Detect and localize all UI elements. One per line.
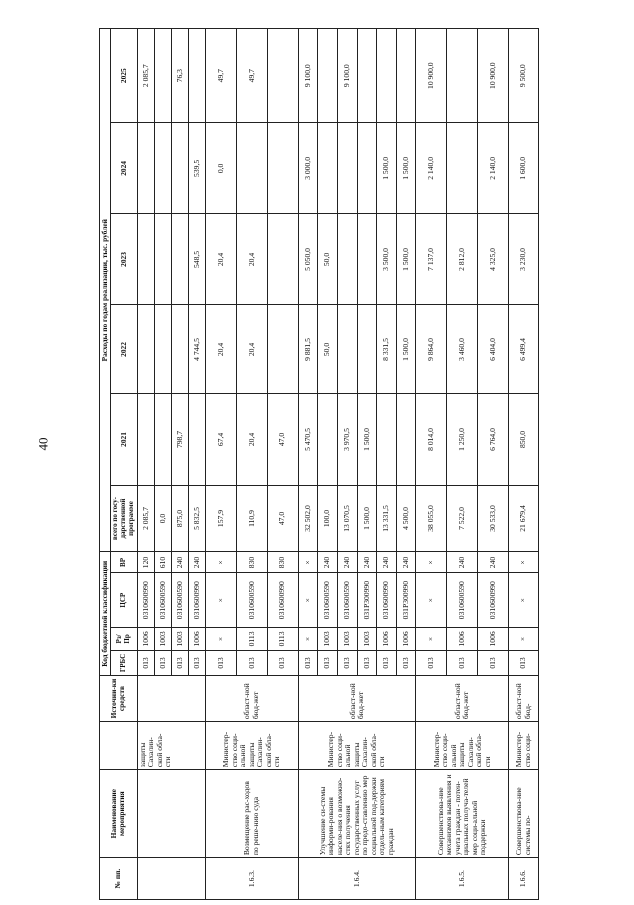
cell-executor: Министер-ство соци-альной защиты Сахалин-ской обла-сти [416,722,509,770]
cell-2024: 0,0 [205,123,236,214]
cell-total: 5 832,5 [188,485,205,552]
header-source: Источни-ки средств [100,676,138,722]
cell-vr: 830 [236,552,267,573]
cell-rzpr: × [205,627,236,650]
cell-rzpr: 1006 [478,627,509,650]
cell-2023: 20,4 [205,214,236,305]
cell-vr: 240 [337,552,357,573]
cell-2021: 1 500,0 [357,394,377,485]
header-grbs: ГРБС [111,650,137,675]
header-2023: 2023 [111,214,137,305]
cell-total: 30 533,0 [478,485,509,552]
cell-grbs: 013 [154,650,171,675]
cell-name: Улучшение си-стемы информи-рования населе-ния о возможно-стях получения государственных услуг по предо-ставлению мер социальной под-держки отдель-ным категориям граждан [298,770,416,858]
cell-2024 [357,123,377,214]
cell-2022: 9 881,5 [298,305,318,394]
cell-grbs: 013 [318,650,338,675]
cell-csr: × [298,573,318,627]
cell-2024 [447,123,478,214]
cell-rzpr: 1003 [337,627,357,650]
cell-grbs: 013 [267,650,298,675]
page-number: 40 [35,437,51,451]
cell-2023: 3 230,0 [509,214,539,305]
cell-csr: 0310600990 [188,573,205,627]
cell-vr: × [205,552,236,573]
cell-name: Совершенствова-ние системы по- [509,770,539,858]
cell-2024: 1 600,0 [509,123,539,214]
cell-2023: 2 812,0 [447,214,478,305]
cell-num: 1.6.3. [205,858,298,900]
cell-2021 [377,394,397,485]
cell-vr: × [509,552,539,573]
cell-total: 32 502,0 [298,485,318,552]
cell-total: 7 522,0 [447,485,478,552]
cell-executor: Министер-ство соци- [509,722,539,770]
expenses-table [99,28,539,900]
header-2025: 2025 [111,29,137,123]
cell-rzpr: × [509,627,539,650]
cell-grbs: 013 [416,650,447,675]
cell-2025: 10 900,0 [478,29,509,123]
cell-2024: 539,5 [188,123,205,214]
cell-2025: 9 100,0 [337,29,357,123]
header-csr: ЦСР [111,573,137,627]
cell-2022: 50,0 [318,305,338,394]
cell-2025 [154,29,171,123]
cell-csr: × [509,573,539,627]
cell-2021 [154,394,171,485]
cell-2023: 1 500,0 [396,214,416,305]
cell-grbs: 013 [188,650,205,675]
cell-rzpr: 1006 [137,627,154,650]
cell-2022: 3 460,0 [447,305,478,394]
cell-grbs: 013 [509,650,539,675]
cell-2025: 10 900,0 [416,29,447,123]
table-row [298,29,318,900]
cell-grbs: 013 [447,650,478,675]
cell-total: 47,0 [267,485,298,552]
cell-name: Возмещение рас-ходов по реше-нию суда [205,770,298,858]
cell-2022 [267,305,298,394]
cell-rzpr: 0113 [236,627,267,650]
cell-2022 [171,305,188,394]
cell-total: 21 679,4 [509,485,539,552]
cell-2022: 4 744,5 [188,305,205,394]
cell-2023 [171,214,188,305]
cell-grbs: 013 [377,650,397,675]
cell-source: област-ной бюд-жет [205,676,298,722]
cell-csr: 0310600590 [337,573,357,627]
cell-rzpr: 0113 [267,627,298,650]
cell-rzpr: 1006 [447,627,478,650]
cell-csr: 0310600590 [318,573,338,627]
cell-num: 1.6.5. [416,858,509,900]
cell-2022: 20,4 [236,305,267,394]
cell-2022: 20,4 [205,305,236,394]
header-total: всего по госу-дарственной программе [111,485,137,552]
cell-2023: 50,0 [318,214,338,305]
cell-source: област-ной бюд- [509,676,539,722]
cell-grbs: 013 [137,650,154,675]
cell-2021: 1 250,0 [447,394,478,485]
cell-rzpr: × [416,627,447,650]
cell-2023 [267,214,298,305]
cell-2023: 7 137,0 [416,214,447,305]
cell-grbs: 013 [396,650,416,675]
cell-source [137,676,205,722]
header-expenses: Расходы по годам реализации, тыс. рублей [100,29,111,553]
cell-vr: 240 [357,552,377,573]
cell-grbs: 013 [205,650,236,675]
cell-total: 157,9 [205,485,236,552]
cell-2024: 3 000,0 [298,123,318,214]
cell-2023: 3 500,0 [377,214,397,305]
cell-2022: 6 499,4 [509,305,539,394]
cell-2021 [188,394,205,485]
cell-2021: 20,4 [236,394,267,485]
cell-rzpr: 1003 [154,627,171,650]
cell-source: област-ной бюд-жет [298,676,416,722]
header-name: Наименование мероприятия [100,770,138,858]
cell-2025 [188,29,205,123]
cell-total: 1 500,0 [357,485,377,552]
cell-grbs: 013 [298,650,318,675]
cell-2025 [377,29,397,123]
cell-rzpr: 1003 [357,627,377,650]
cell-2025 [318,29,338,123]
cell-2021 [396,394,416,485]
cell-name: Совершенствова-ние механизмов выявления и учета граждан - потен-циальных получа-телей мер соци-альной поддержки [416,770,509,858]
cell-2024 [137,123,154,214]
cell-num: 1.6.6. [509,858,539,900]
cell-2021: 8 014,0 [416,394,447,485]
cell-2024: 2 140,0 [478,123,509,214]
cell-total: 13 331,5 [377,485,397,552]
table-row [137,29,154,900]
cell-rzpr: 1003 [318,627,338,650]
cell-2024 [267,123,298,214]
cell-2025: 49,7 [236,29,267,123]
cell-executor: Министер-ство соци-альной защиты Сахалин-ской обла-сти [298,722,416,770]
cell-vr: 240 [377,552,397,573]
cell-2025: 2 085,7 [137,29,154,123]
cell-csr: 0310600990 [377,573,397,627]
cell-rzpr: 1003 [171,627,188,650]
cell-rzpr: 1006 [377,627,397,650]
cell-grbs: 013 [478,650,509,675]
header-rzpr: Рз/ Пр [111,627,137,650]
cell-vr: 240 [396,552,416,573]
cell-csr: 031P300990 [396,573,416,627]
header-vr: ВР [111,552,137,573]
cell-vr: 240 [318,552,338,573]
cell-2024 [318,123,338,214]
cell-2021: 3 970,5 [337,394,357,485]
cell-2022: 9 864,0 [416,305,447,394]
header-budget-class: Код бюджетной классификации [100,552,111,676]
cell-csr: × [416,573,447,627]
cell-executor: Министер-ство соци-альной защиты Сахалин-ской обла-сти [205,722,298,770]
table-row [205,29,236,900]
cell-2022: 6 404,0 [478,305,509,394]
cell-csr: 0310600990 [137,573,154,627]
cell-vr: 240 [447,552,478,573]
cell-csr: 0310600590 [154,573,171,627]
cell-num [137,858,205,900]
cell-vr: 120 [137,552,154,573]
cell-vr: 240 [188,552,205,573]
cell-2025 [396,29,416,123]
cell-2022 [154,305,171,394]
cell-2022 [357,305,377,394]
cell-2023 [137,214,154,305]
cell-vr: 830 [267,552,298,573]
cell-2023: 548,5 [188,214,205,305]
cell-csr: 0310600590 [171,573,188,627]
cell-2025 [447,29,478,123]
cell-2024: 2 140,0 [416,123,447,214]
cell-total: 13 070,5 [337,485,357,552]
cell-2025: 49,7 [205,29,236,123]
cell-2023 [357,214,377,305]
rotated-table-container [99,28,539,900]
cell-2024 [337,123,357,214]
cell-2025: 76,3 [171,29,188,123]
cell-vr: × [416,552,447,573]
cell-grbs: 013 [357,650,377,675]
cell-2025 [357,29,377,123]
cell-2021: 47,0 [267,394,298,485]
cell-2022: 8 331,5 [377,305,397,394]
cell-name [137,770,205,858]
cell-2024 [236,123,267,214]
cell-grbs: 013 [337,650,357,675]
cell-2021: 798,7 [171,394,188,485]
cell-rzpr: 1006 [396,627,416,650]
cell-2021: 67,4 [205,394,236,485]
cell-total: 0,0 [154,485,171,552]
cell-2023: 4 325,0 [478,214,509,305]
cell-executor: защиты Сахалин-ской обла-сти [137,722,205,770]
cell-total: 4 500,0 [396,485,416,552]
cell-total: 110,9 [236,485,267,552]
cell-2023 [154,214,171,305]
cell-csr: 0310600590 [447,573,478,627]
table-row [509,29,539,900]
cell-2024 [171,123,188,214]
cell-2023: 5 050,0 [298,214,318,305]
cell-num: 1.6.4. [298,858,416,900]
header-2024: 2024 [111,123,137,214]
table-row [416,29,447,900]
cell-vr: 240 [478,552,509,573]
header-2022: 2022 [111,305,137,394]
cell-grbs: 013 [236,650,267,675]
cell-2024: 1 500,0 [396,123,416,214]
cell-vr: × [298,552,318,573]
cell-source: област-ной бюд-жет [416,676,509,722]
cell-2022 [337,305,357,394]
cell-2021 [318,394,338,485]
cell-csr: 0310600990 [267,573,298,627]
cell-2022: 1 500,0 [396,305,416,394]
cell-total: 100,0 [318,485,338,552]
cell-2025: 9 500,0 [509,29,539,123]
cell-rzpr: × [298,627,318,650]
cell-2022 [137,305,154,394]
cell-2024 [154,123,171,214]
cell-csr: 0310600990 [478,573,509,627]
header-2021: 2021 [111,394,137,485]
cell-rzpr: 1006 [188,627,205,650]
cell-2021: 6 764,0 [478,394,509,485]
cell-2024: 1 500,0 [377,123,397,214]
cell-csr: × [205,573,236,627]
cell-csr: 031P300990 [357,573,377,627]
cell-total: 38 055,0 [416,485,447,552]
cell-vr: 240 [171,552,188,573]
cell-csr: 0310600590 [236,573,267,627]
cell-2023: 20,4 [236,214,267,305]
cell-2025 [267,29,298,123]
header-num: № пп. [100,858,138,900]
cell-total: 2 085,7 [137,485,154,552]
cell-2021 [137,394,154,485]
cell-grbs: 013 [171,650,188,675]
header-executor [100,722,138,770]
cell-2023 [337,214,357,305]
cell-vr: 610 [154,552,171,573]
cell-total: 875,0 [171,485,188,552]
cell-2025: 9 100,0 [298,29,318,123]
cell-2021: 5 470,5 [298,394,318,485]
cell-2021: 850,0 [509,394,539,485]
